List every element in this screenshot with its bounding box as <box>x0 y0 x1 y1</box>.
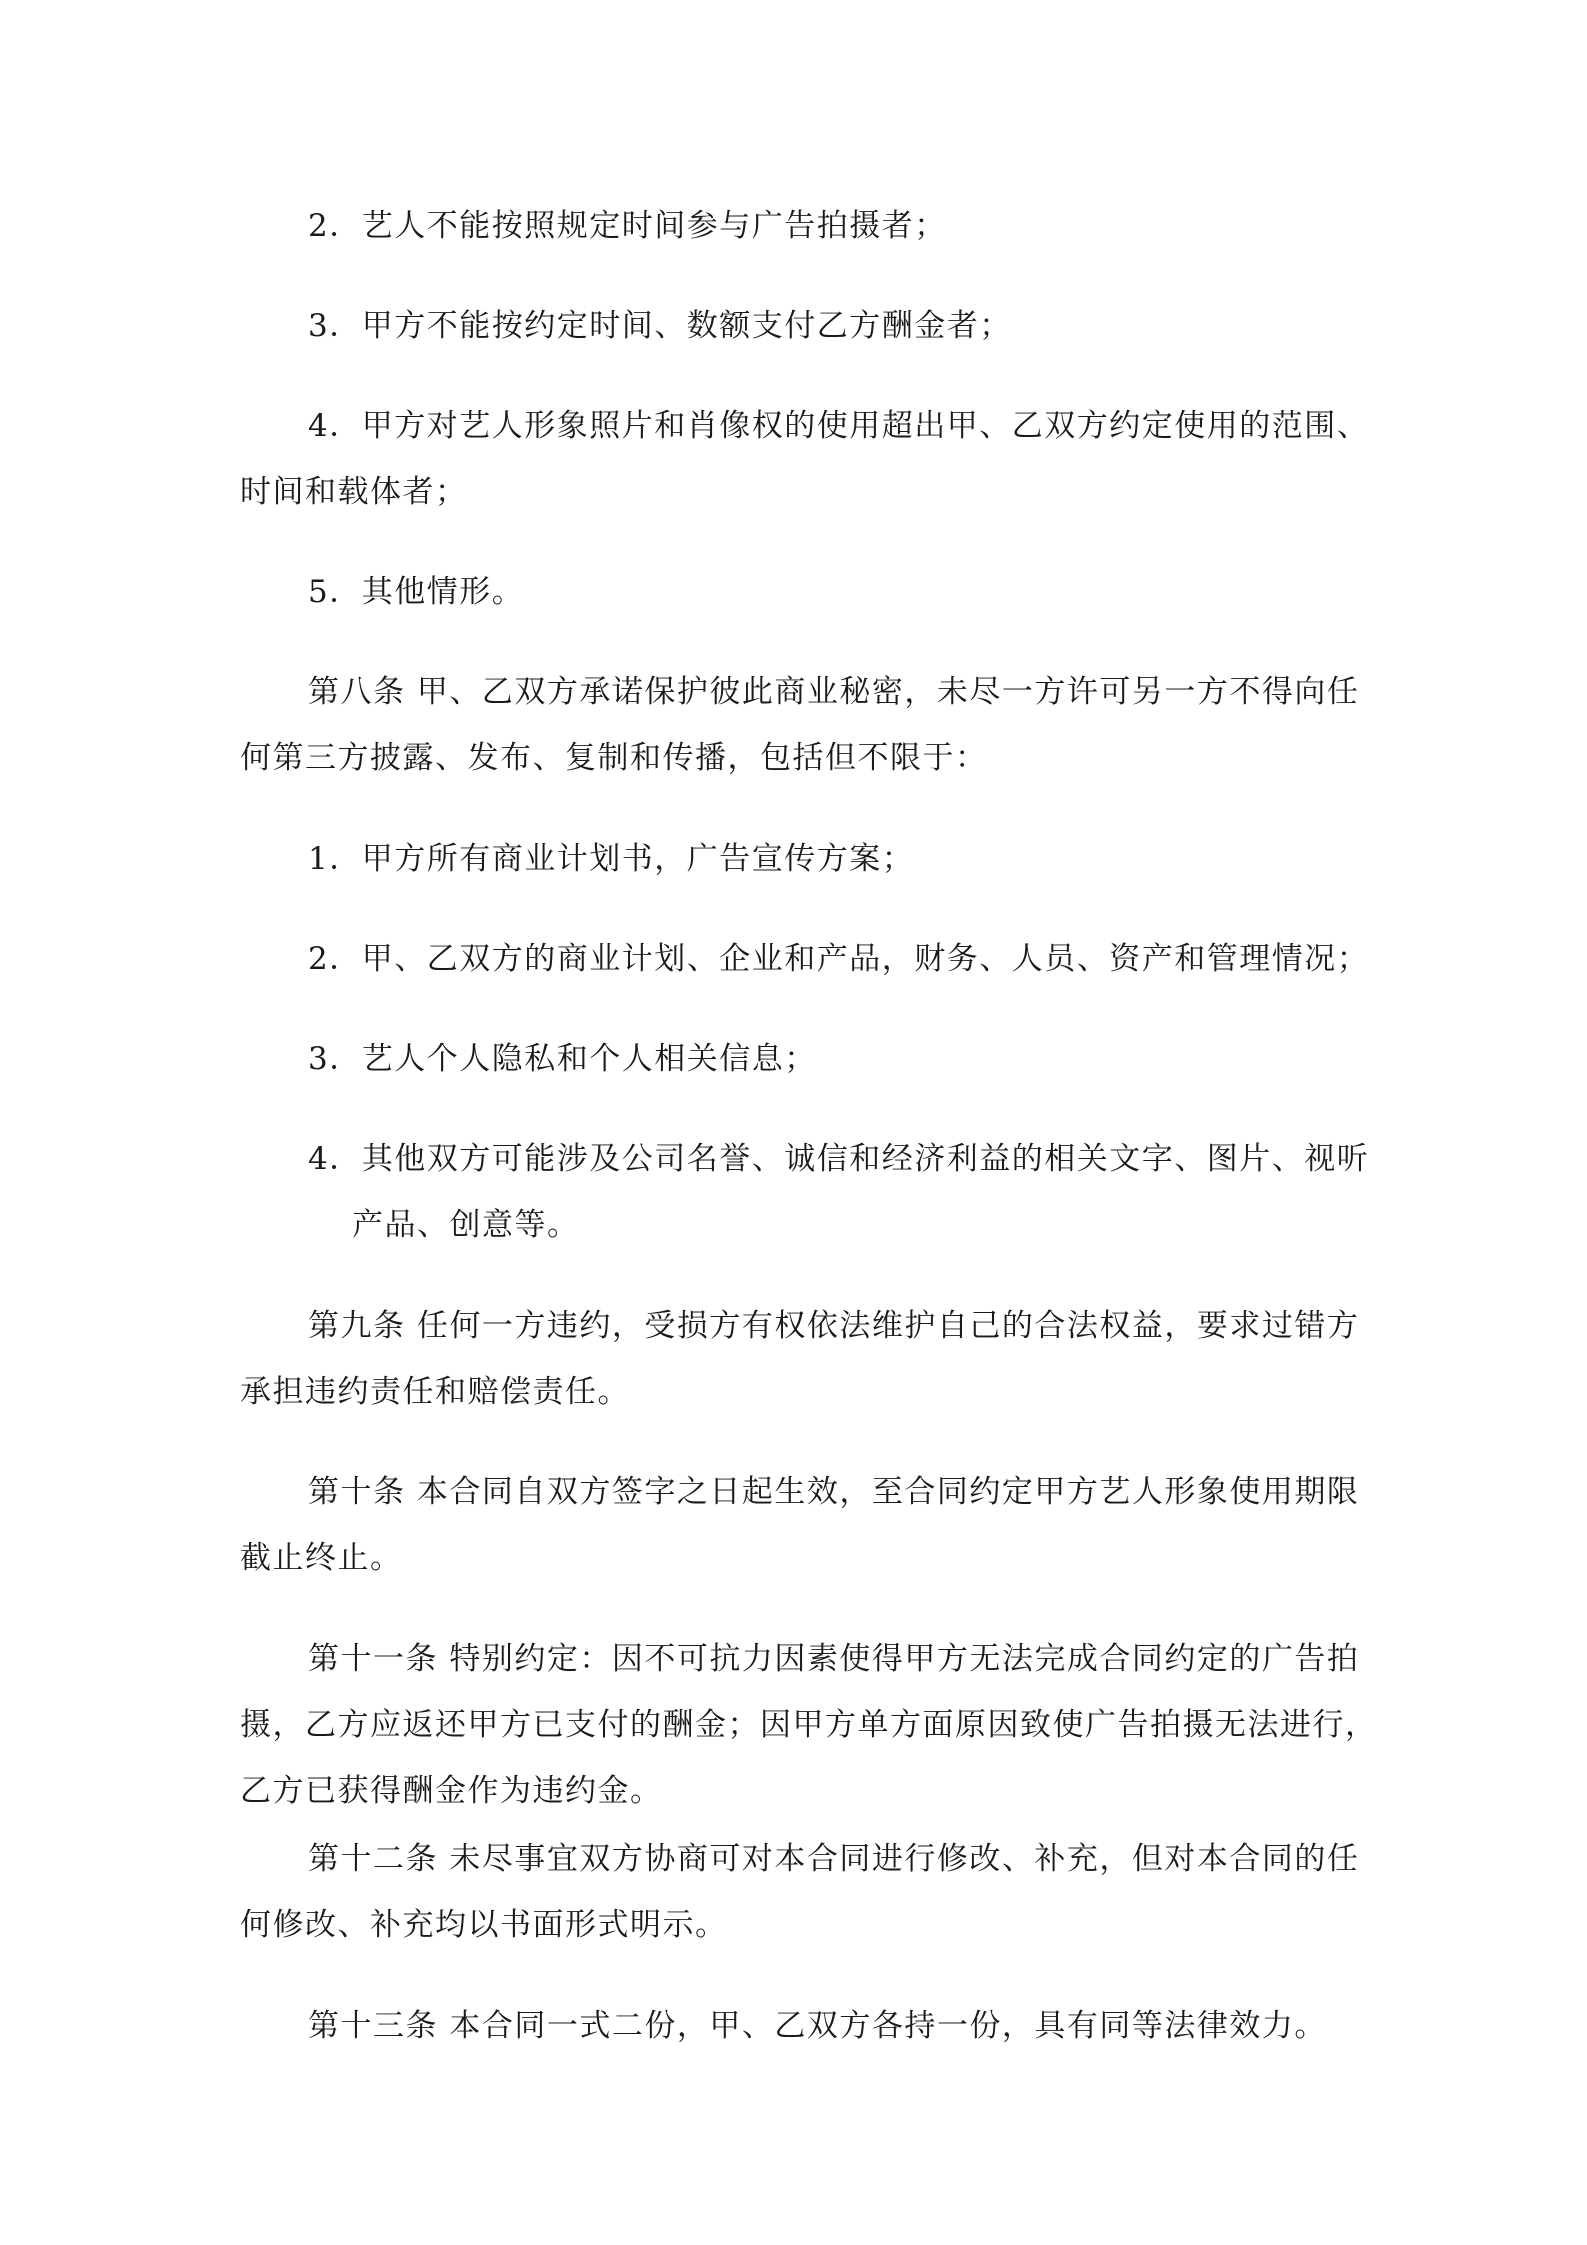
paragraph-line: 截止终止。 <box>240 1540 403 1576</box>
article-10 <box>240 1459 1360 1591</box>
paragraph-line: 2．艺人不能按照规定时间参与广告拍摄者； <box>308 208 947 244</box>
paragraph-line: 4．甲方对艺人形象照片和肖像权的使用超出甲、乙双方约定使用的范围、 <box>308 408 1370 444</box>
paragraph-line: 第九条 任何一方违约，受损方有权依法维护自己的合法权益，要求过错方 <box>308 1308 1360 1344</box>
paragraph-line: 产品、创意等。 <box>352 1207 580 1243</box>
paragraph-line: 3．甲方不能按约定时间、数额支付乙方酬金者； <box>308 308 1012 344</box>
article-13 <box>240 1993 1350 2059</box>
paragraph-item-4 <box>240 393 1370 525</box>
article-11 <box>240 1626 1378 1824</box>
article-9 <box>240 1293 1360 1425</box>
paragraph-line: 摄，乙方应返还甲方已支付的酬金；因甲方单方面原因致使广告拍摄无法进行， <box>240 1707 1378 1743</box>
paragraph-line: 何修改、补充均以书面形式明示。 <box>240 1907 728 1943</box>
paragraph-line: 第八条 甲、乙双方承诺保护彼此商业秘密，未尽一方许可另一方不得向任 <box>308 674 1360 710</box>
article-8-item-1 <box>240 826 1350 892</box>
paragraph-line: 第十条 本合同自双方签字之日起生效，至合同约定甲方艺人形象使用期限 <box>308 1474 1360 1510</box>
paragraph-item-3 <box>240 293 1350 359</box>
paragraph-line: 承担违约责任和赔偿责任。 <box>240 1374 630 1410</box>
paragraph-item-2 <box>240 193 1350 259</box>
paragraph-line: 5．其他情形。 <box>308 574 525 610</box>
paragraph-line: 3．艺人个人隐私和个人相关信息； <box>308 1041 817 1077</box>
article-8-item-4 <box>240 1126 1370 1258</box>
article-8 <box>240 659 1360 791</box>
paragraph-line: 1．甲方所有商业计划书，广告宣传方案； <box>308 841 915 877</box>
article-8-item-2 <box>240 926 1370 992</box>
paragraph-line: 时间和载体者； <box>240 474 468 510</box>
paragraph-line: 乙方已获得酬金作为违约金。 <box>240 1773 663 1809</box>
paragraph-line: 4．其他双方可能涉及公司名誉、诚信和经济利益的相关文字、图片、视听 <box>308 1141 1370 1177</box>
paragraph-line: 第十一条 特别约定：因不可抗力因素使得甲方无法完成合同约定的广告拍 <box>308 1641 1360 1677</box>
paragraph-line: 第十三条 本合同一式二份，甲、乙双方各持一份，具有同等法律效力。 <box>308 2008 1327 2044</box>
article-12 <box>240 1826 1360 1958</box>
paragraph-line: 何第三方披露、发布、复制和传播，包括但不限于： <box>240 740 988 776</box>
article-8-item-3 <box>240 1026 1350 1092</box>
paragraph-item-5 <box>240 559 1350 625</box>
paragraph-line: 2．甲、乙双方的商业计划、企业和产品，财务、人员、资产和管理情况； <box>308 941 1370 977</box>
paragraph-line: 第十二条 未尽事宜双方协商可对本合同进行修改、补充，但对本合同的任 <box>308 1841 1360 1877</box>
